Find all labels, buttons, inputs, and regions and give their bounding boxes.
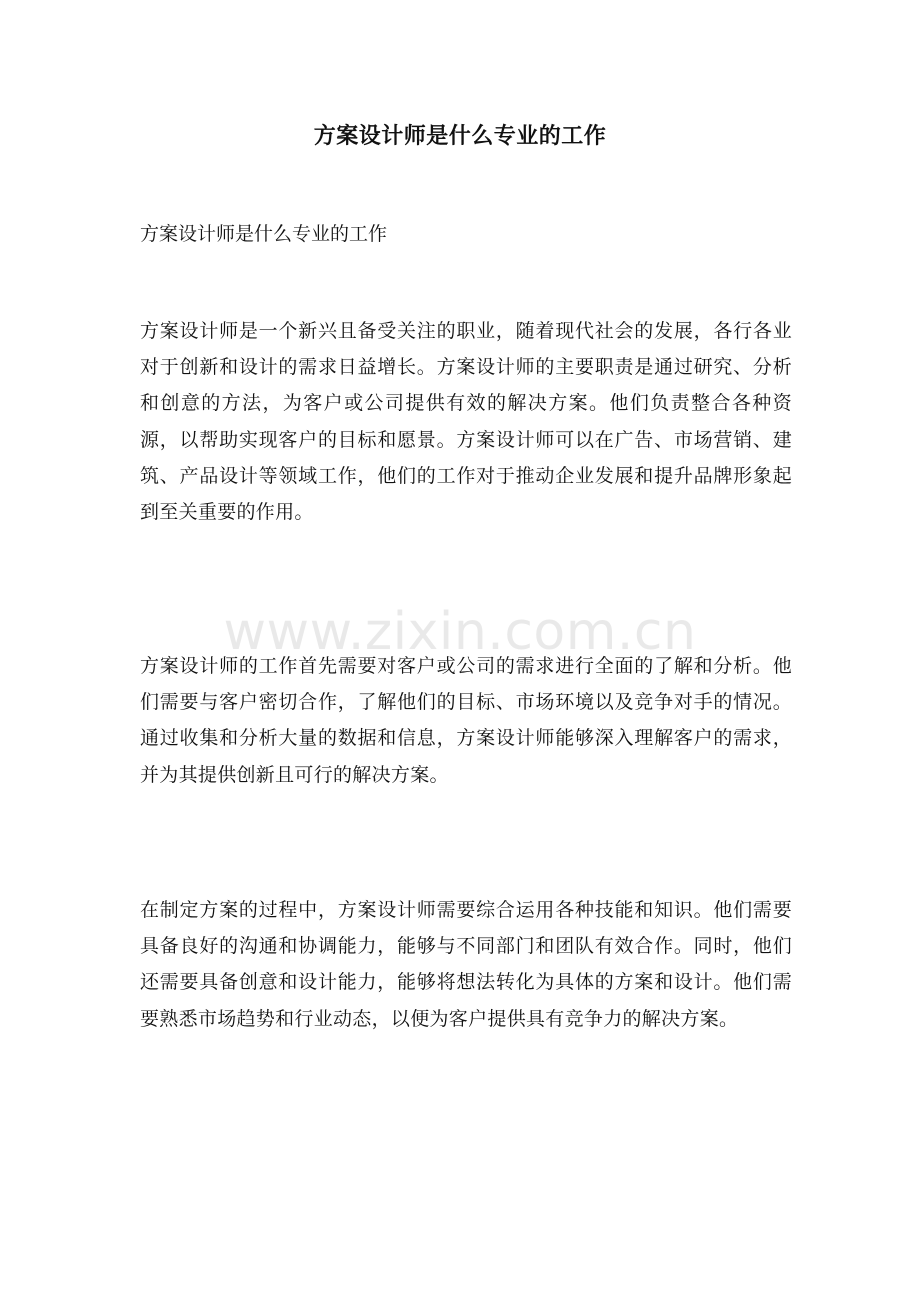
paragraph-1: 方案设计师是一个新兴且备受关注的职业，随着现代社会的发展，各行各业对于创新和设计的需求日益增长。方案设计师的主要职责是通过研究、分析和创意的方法，为客户或公司提供有效的解决方案。他们负责整合各种资源，以帮助实现客户的目标和愿景。方案设计师可以在广告、市场营销、建筑、产品设计等领域工作，他们的工作对于推动企业发展和提升品牌形象起到至关重要的作用。	[140, 320, 792, 524]
paragraph-3: 在制定方案的过程中，方案设计师需要综合运用各种技能和知识。他们需要具备良好的沟通和协调能力，能够与不同部门和团队有效合作。同时，他们还需要具备创意和设计能力，能够将想法转化为具体的方案和设计。他们需要熟悉市场趋势和行业动态，以便为客户提供具有竞争力的解决方案。	[140, 899, 792, 1030]
document-subtitle: 方案设计师是什么专业的工作	[140, 223, 388, 245]
document-title: 方案设计师是什么专业的工作	[313, 123, 607, 149]
watermark: www.zixin.com.cn	[223, 602, 697, 662]
paragraph-2: 方案设计师的工作首先需要对客户或公司的需求进行全面的了解和分析。他们需要与客户密切合作，了解他们的目标、市场环境以及竞争对手的情况。通过收集和分析大量的数据和信息，方案设计师能够深入理解客户的需求，并为其提供创新且可行的解决方案。	[140, 655, 792, 786]
